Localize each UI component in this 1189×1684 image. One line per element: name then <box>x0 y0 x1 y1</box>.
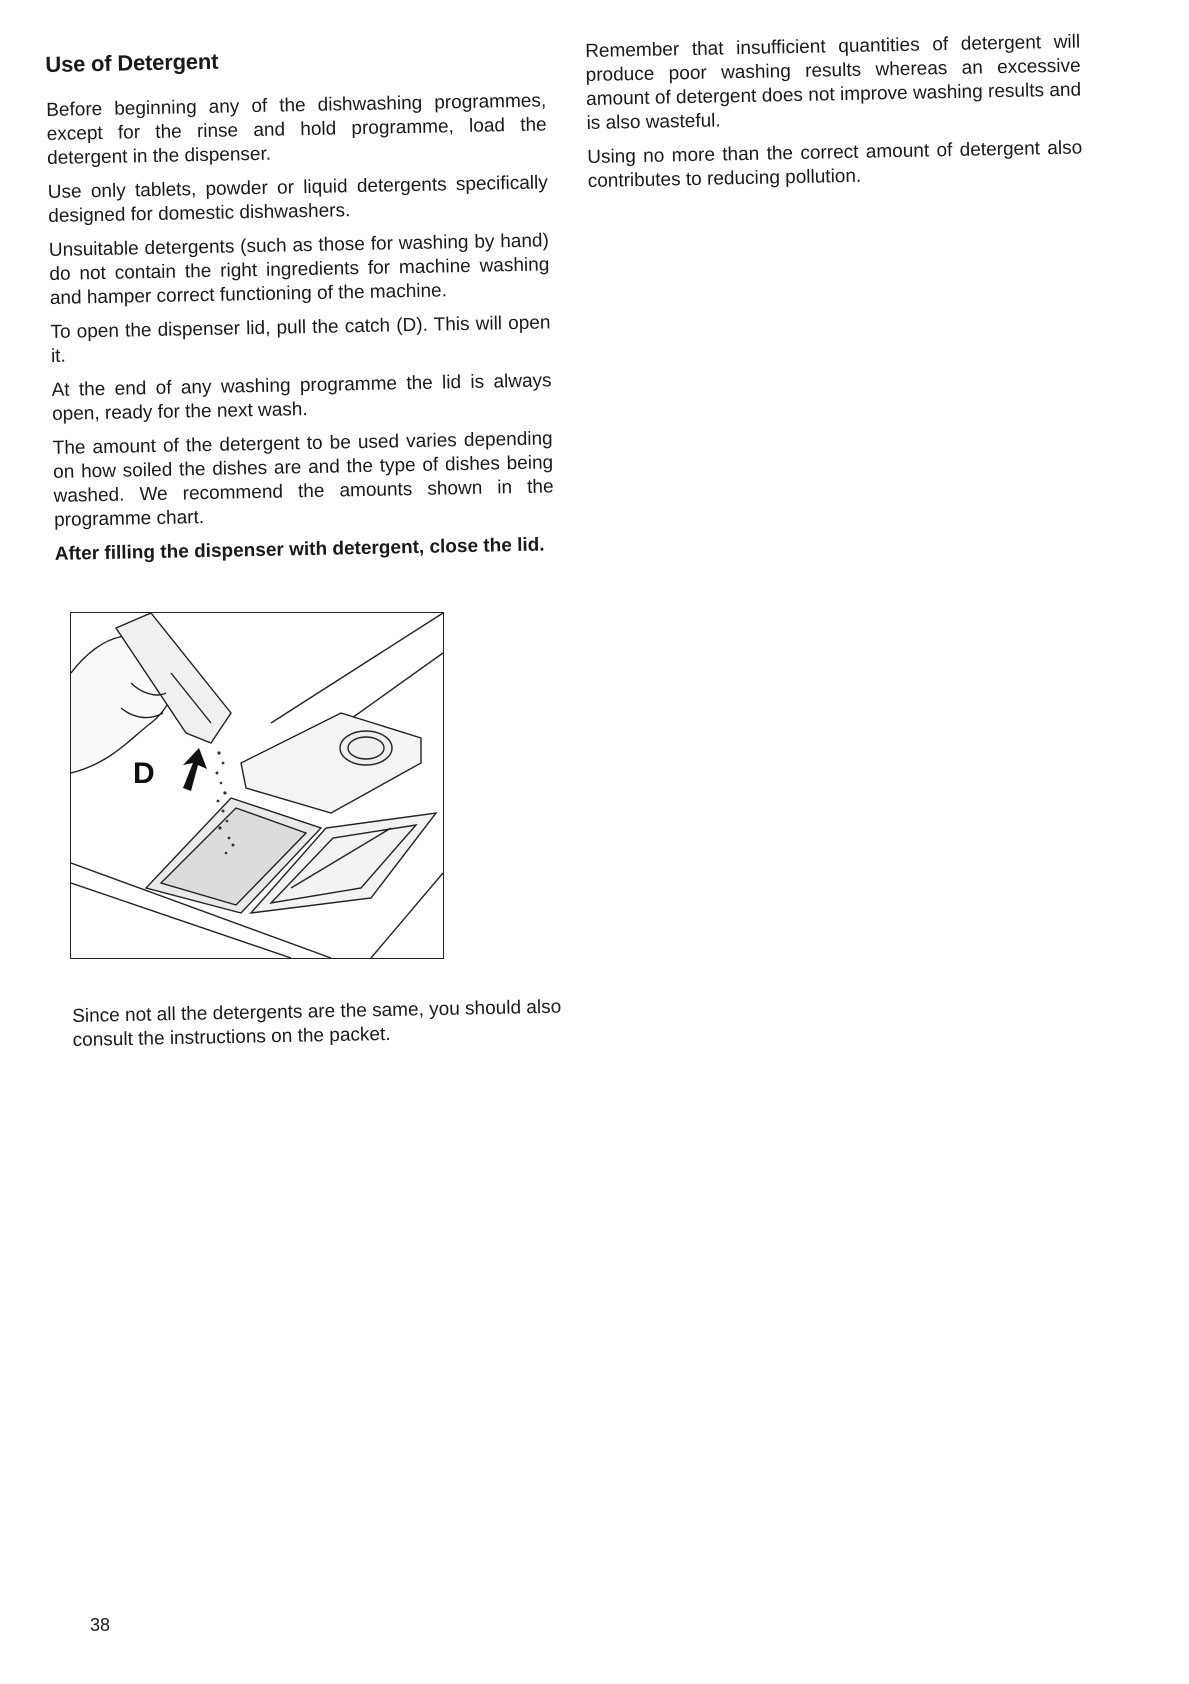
paragraph: Remember that insufficient quantities of detergent will produce poor washing results whereas an excessive amount of detergent does not improve washing results and is also wasteful. <box>585 31 1082 134</box>
bold-instruction: After filling the dispenser with detergent, close the lid. <box>54 534 545 565</box>
paragraph: Using no more than the correct amount of detergent also contributes to reducing pollution. <box>587 137 1083 192</box>
paragraph: Unsuitable detergents (such as those for washing by hand) do not contain the right ingredients for machine washing and hamper correct functioning of the machine. <box>48 230 550 309</box>
detergent-dispenser-illustration-icon <box>71 613 443 958</box>
detergent-dispenser-figure <box>70 612 444 959</box>
paragraph: At the end of any washing programme the lid is always open, ready for the next wash. <box>51 370 552 425</box>
left-column <box>45 35 555 577</box>
section-heading: Use of Detergent <box>45 48 219 77</box>
packet-note: Since not all the detergents are the same, you should also consult the instructions on the packet. <box>72 996 562 1051</box>
paragraph: The amount of the detergent to be used varies depending on how soiled the dishes are and the type of dishes being washed. We recommend the amounts shown in the programme chart. <box>52 428 554 531</box>
page-number: 38 <box>90 1615 111 1635</box>
paragraph: Use only tablets, powder or liquid detergents specifically designed for domestic dishwashers. <box>47 172 548 227</box>
paragraph: Before beginning any of the dishwashing programmes, except for the rinse and hold programme, load the detergent in the dispenser. <box>46 90 547 169</box>
paragraph: To open the dispenser lid, pull the catch (D). This will open it. <box>50 312 551 367</box>
catch-label: D <box>133 757 155 790</box>
right-column <box>585 30 1083 203</box>
